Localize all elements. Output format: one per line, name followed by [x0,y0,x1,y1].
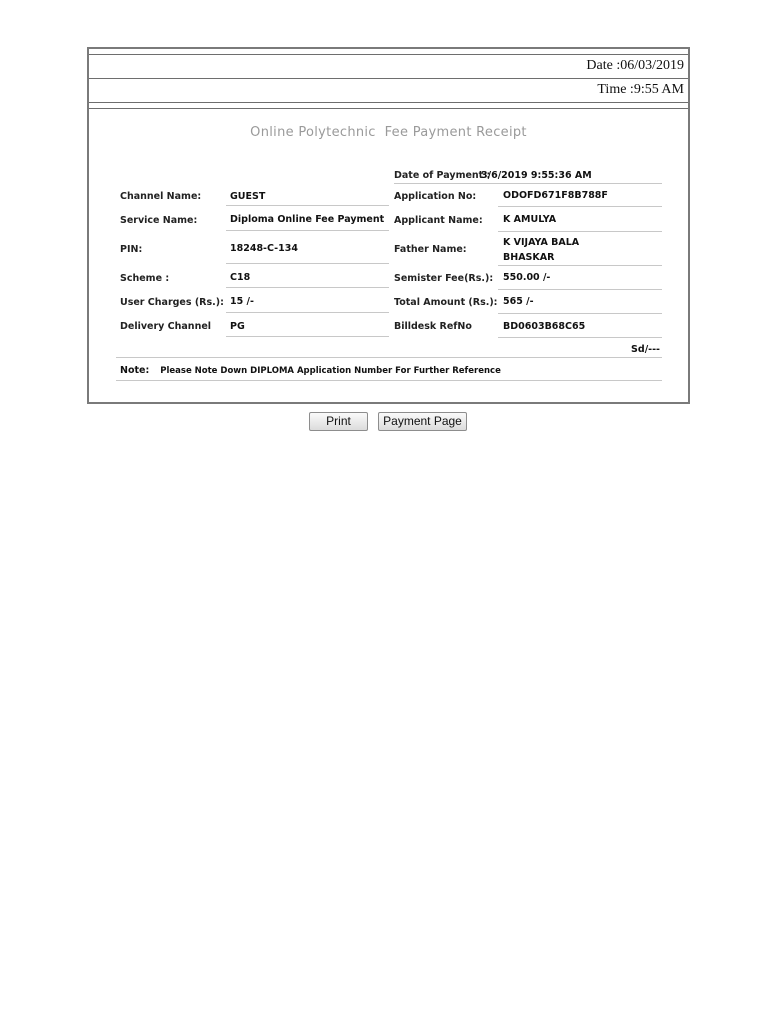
total-amount-value: 565 /- [503,296,534,307]
receipt-title: Online Polytechnic Fee Payment Receipt [250,125,527,140]
pin-label: PIN: [120,244,143,255]
note [120,365,501,376]
delivery-channel-value: PG [230,321,245,332]
service-name-value: Diploma Online Fee Payment [230,214,385,225]
divider [394,183,662,184]
divider [226,230,389,231]
divider [226,205,389,206]
user-charges-label: User Charges (Rs.): [120,297,224,308]
receipt-frame [87,47,690,404]
divider [498,265,662,266]
divider [226,263,389,264]
application-no-label: Application No: [394,191,477,202]
divider [89,78,688,79]
divider [89,108,688,109]
service-name-label: Service Name: [120,215,198,226]
divider [498,231,662,232]
note-label: Note: [120,365,150,376]
father-name-label: Father Name: [394,244,467,255]
date-of-payment-value: 3/6/2019 9:55:36 AM [481,170,592,181]
user-charges-value: 15 /- [230,296,254,307]
billdesk-refno-label: Billdesk RefNo [394,321,472,332]
scheme-value: C18 [230,272,251,283]
applicant-name-label: Applicant Name: [394,215,483,226]
applicant-name-value: K AMULYA [503,214,557,225]
father-name-value-line1: K VIJAYA BALA [503,237,580,248]
divider [226,312,389,313]
divider [89,102,688,103]
divider [498,313,662,314]
divider [498,289,662,290]
divider [89,54,688,55]
divider [498,337,662,338]
divider [116,380,662,381]
print-button[interactable]: Print [309,412,368,431]
pin-value: 18248-C-134 [230,243,298,254]
divider [116,357,662,358]
channel-name-label: Channel Name: [120,191,202,202]
date-of-payment-label: Date of Payment : [394,170,491,181]
header-time: Time :9:55 AM [597,82,684,97]
channel-name-value: GUEST [230,191,266,202]
divider [226,287,389,288]
total-amount-label: Total Amount (Rs.): [394,297,498,308]
father-name-value-line2: BHASKAR [503,252,555,263]
billdesk-refno-value: BD0603B68C65 [503,321,586,332]
divider [226,336,389,337]
delivery-channel-label: Delivery Channel [120,321,212,332]
signature: Sd/--- [631,344,660,355]
semister-fee-label: Semister Fee(Rs.): [394,273,494,284]
scheme-label: Scheme : [120,273,170,284]
header-date: Date :06/03/2019 [586,58,684,73]
divider [498,206,662,207]
note-text: Please Note Down DIPLOMA Application Number For Further Reference [160,366,501,376]
application-no-value: ODOFD671F8B788F [503,190,608,201]
semister-fee-value: 550.00 /- [503,272,551,283]
payment-page-button[interactable]: Payment Page [378,412,467,431]
